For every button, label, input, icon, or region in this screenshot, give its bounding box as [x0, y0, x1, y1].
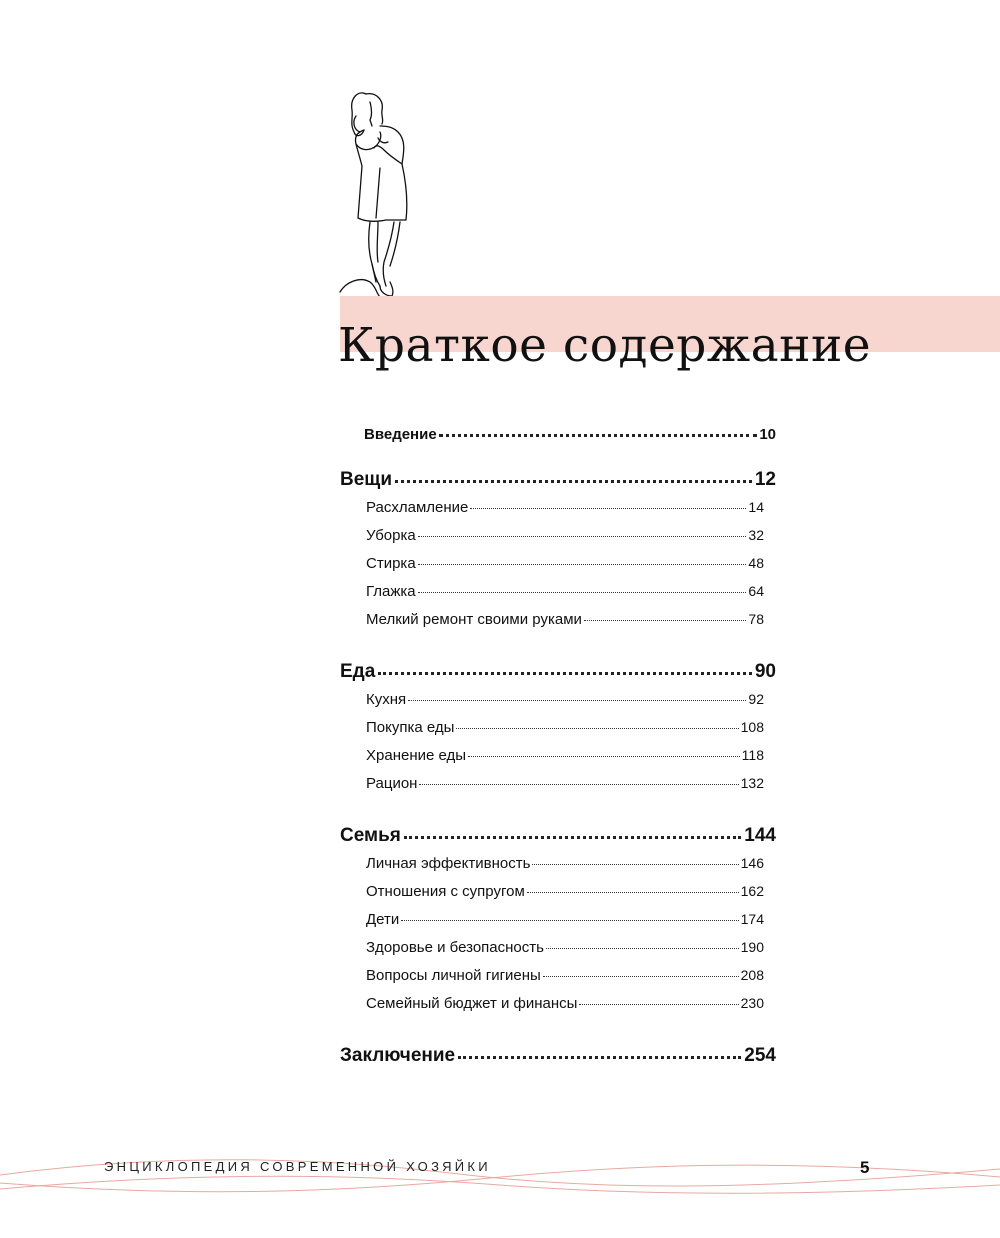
dot-leader: [418, 592, 747, 593]
dot-leader: [584, 620, 747, 621]
toc-item-label: Мелкий ремонт своими руками: [366, 611, 582, 628]
dot-leader: [395, 480, 752, 483]
toc-item-label: Семейный бюджет и финансы: [366, 995, 578, 1012]
dot-leader: [532, 864, 738, 865]
toc-item[interactable]: [366, 967, 764, 995]
toc-section-food[interactable]: [340, 661, 776, 683]
toc-section-page: 12: [754, 469, 776, 490]
toc-section-label: Еда: [340, 661, 376, 682]
toc-item[interactable]: [366, 555, 764, 583]
page-number: 5: [860, 1158, 870, 1177]
toc-item-page: 146: [740, 855, 764, 871]
dot-leader: [439, 434, 758, 437]
toc-item-page: 162: [740, 883, 764, 899]
dot-leader: [418, 564, 747, 565]
table-of-contents: [340, 426, 776, 1075]
dot-leader: [546, 948, 739, 949]
toc-section-page: 254: [744, 1045, 776, 1066]
page-title: Краткое содержание: [338, 318, 872, 373]
toc-item[interactable]: [366, 939, 764, 967]
toc-item-page: 132: [740, 775, 764, 791]
toc-item-page: 118: [741, 747, 764, 763]
dot-leader: [419, 784, 738, 785]
toc-entry-page: 10: [759, 426, 776, 443]
toc-section-things[interactable]: [340, 469, 776, 491]
toc-item-label: Кухня: [366, 691, 407, 708]
toc-item-label: Стирка: [366, 555, 416, 572]
toc-item-page: 32: [748, 527, 764, 543]
toc-item-label: Хранение еды: [366, 747, 467, 764]
dot-leader: [401, 920, 738, 921]
toc-item[interactable]: [366, 995, 764, 1023]
toc-item[interactable]: [366, 719, 764, 747]
toc-item[interactable]: [366, 583, 764, 611]
toc-item-page: 64: [748, 583, 764, 599]
dot-leader: [418, 536, 747, 537]
toc-item[interactable]: [366, 747, 764, 775]
dot-leader: [527, 892, 739, 893]
toc-item-label: Вопросы личной гигиены: [366, 967, 541, 984]
woman-line-art-illustration: [336, 86, 1000, 306]
toc-item[interactable]: [366, 855, 764, 883]
dot-leader: [543, 976, 739, 977]
toc-section-conclusion[interactable]: [340, 1045, 776, 1067]
dot-leader: [579, 1004, 738, 1005]
dot-leader: [408, 700, 746, 701]
toc-item-page: 92: [748, 691, 764, 707]
toc-item-label: Отношения с супругом: [366, 883, 525, 900]
toc-entry-intro[interactable]: [364, 426, 776, 443]
dot-leader: [456, 728, 738, 729]
toc-item[interactable]: [366, 691, 764, 719]
toc-item-label: Глажка: [366, 583, 416, 600]
toc-item-label: Расхламление: [366, 499, 469, 516]
toc-item-page: 14: [748, 499, 764, 515]
toc-item[interactable]: [366, 883, 764, 911]
toc-item-label: Здоровье и безопасность: [366, 939, 544, 956]
toc-item-page: 190: [740, 939, 764, 955]
toc-item-label: Личная эффективность: [366, 855, 531, 872]
toc-item[interactable]: [366, 911, 764, 939]
toc-item[interactable]: [366, 775, 764, 803]
toc-section-label: Вещи: [340, 469, 392, 490]
toc-section-family[interactable]: [340, 825, 776, 847]
toc-section-label: Заключение: [340, 1045, 456, 1066]
toc-item-page: 78: [748, 611, 764, 627]
dot-leader: [458, 1056, 741, 1059]
toc-item[interactable]: [366, 527, 764, 555]
toc-item-page: 208: [740, 967, 764, 983]
toc-entry-label: Введение: [364, 426, 437, 443]
toc-item-label: Дети: [366, 911, 400, 928]
toc-section-page: 144: [744, 825, 776, 846]
toc-item[interactable]: [366, 499, 764, 527]
dot-leader: [404, 836, 741, 839]
toc-item-page: 48: [748, 555, 764, 571]
dot-leader: [378, 672, 752, 675]
dot-leader: [470, 508, 746, 509]
footer-book-title: ЭНЦИКЛОПЕДИЯ СОВРЕМЕННОЙ ХОЗЯЙКИ: [104, 1159, 491, 1174]
toc-section-label: Семья: [340, 825, 401, 846]
toc-item-label: Покупка еды: [366, 719, 455, 736]
toc-item-label: Рацион: [366, 775, 418, 792]
footer-wave-decoration: [0, 1145, 1000, 1205]
toc-item[interactable]: [366, 611, 764, 639]
toc-item-page: 108: [740, 719, 764, 735]
toc-item-page: 230: [740, 995, 764, 1011]
toc-item-label: Уборка: [366, 527, 416, 544]
toc-item-page: 174: [740, 911, 764, 927]
toc-section-page: 90: [754, 661, 776, 682]
dot-leader: [468, 756, 740, 757]
